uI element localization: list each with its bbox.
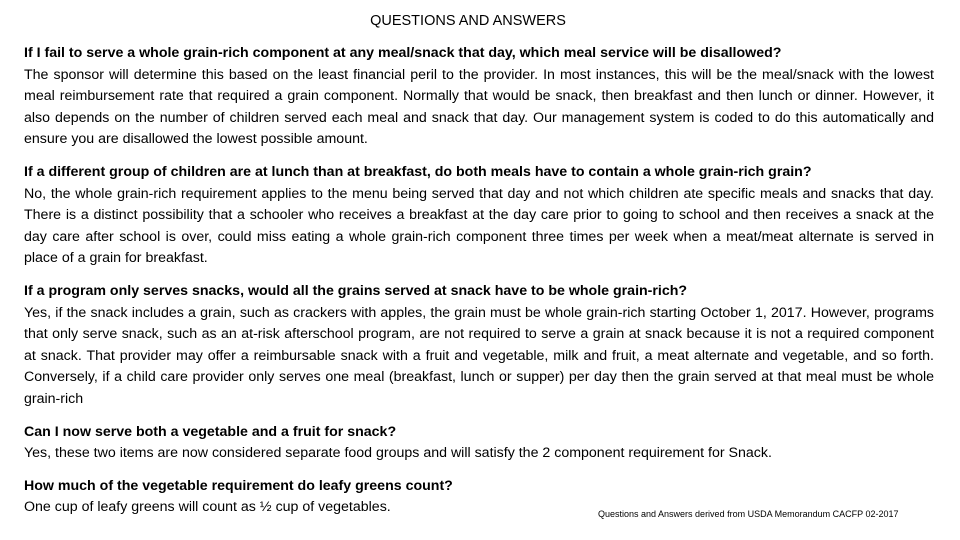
source-footnote: Questions and Answers derived from USDA Memorandum CACFP 02-2017 [598,509,899,519]
question-2: If a different group of children are at lunch than at breakfast, do both meals have to contain a whole grain-rich grain? [24,163,812,180]
qa-item-2 [24,162,934,270]
qa-item-3 [24,281,934,411]
answer-3: Yes, if the snack includes a grain, such as crackers with apples, the grain must be whole grain-rich starting October 1, 2017. However, programs that only serve snack, such as an at-risk afterschool program, are not required to serve a grain at snack because it is not a required component at snack. That provider may offer a reimbursable snack with a fruit and vegetable, milk and fruit, a meat alternate and vegetable, and so forth. Conversely, if a child care provider only serves one meal (breakfast, lunch or supper) per day then the grain served at that meal must be whole grain-rich [24,304,934,407]
qa-item-1 [24,43,934,151]
answer-1: The sponsor will determine this based on the least financial peril to the provider. In most instances, this will be the meal/snack with the lowest meal reimbursement rate that required a grain component. Normally that would be snack, then breakfast and then lunch or dinner. However, it also depends on the number of children served each meal and snack that day. Our management system is coded to do this automatically and ensure you are disallowed the lowest possible amount. [24,66,934,148]
page-title: QUESTIONS AND ANSWERS [370,13,566,29]
question-3: If a program only serves snacks, would all the grains served at snack have to be whole grain-rich? [24,282,688,299]
answer-5: One cup of leafy greens will count as ½ cup of vegetables. [24,499,391,516]
question-5: How much of the vegetable requirement do leafy greens count? [24,477,453,494]
question-1: If I fail to serve a whole grain-rich component at any meal/snack that day, which meal service will be disallowed? [24,45,782,61]
question-4: Can I now serve both a vegetable and a fruit for snack? [24,423,397,440]
qa-list [24,43,934,530]
answer-2: No, the whole grain-rich requirement applies to the menu being served that day and not which children ate specific meals and snacks that day. There is a distinct possibility that a schooler who receives a breakfast at the day care prior to going to school and then receives a snack at the day care after school is over, could miss eating a whole grain-rich component three times per week when a meat/meat alternate is served in place of a grain for breakfast. [24,185,934,267]
qa-item-4 [24,422,934,465]
answer-4: Yes, these two items are now considered separate food groups and will satisfy the 2 component requirement for Snack. [24,445,772,462]
